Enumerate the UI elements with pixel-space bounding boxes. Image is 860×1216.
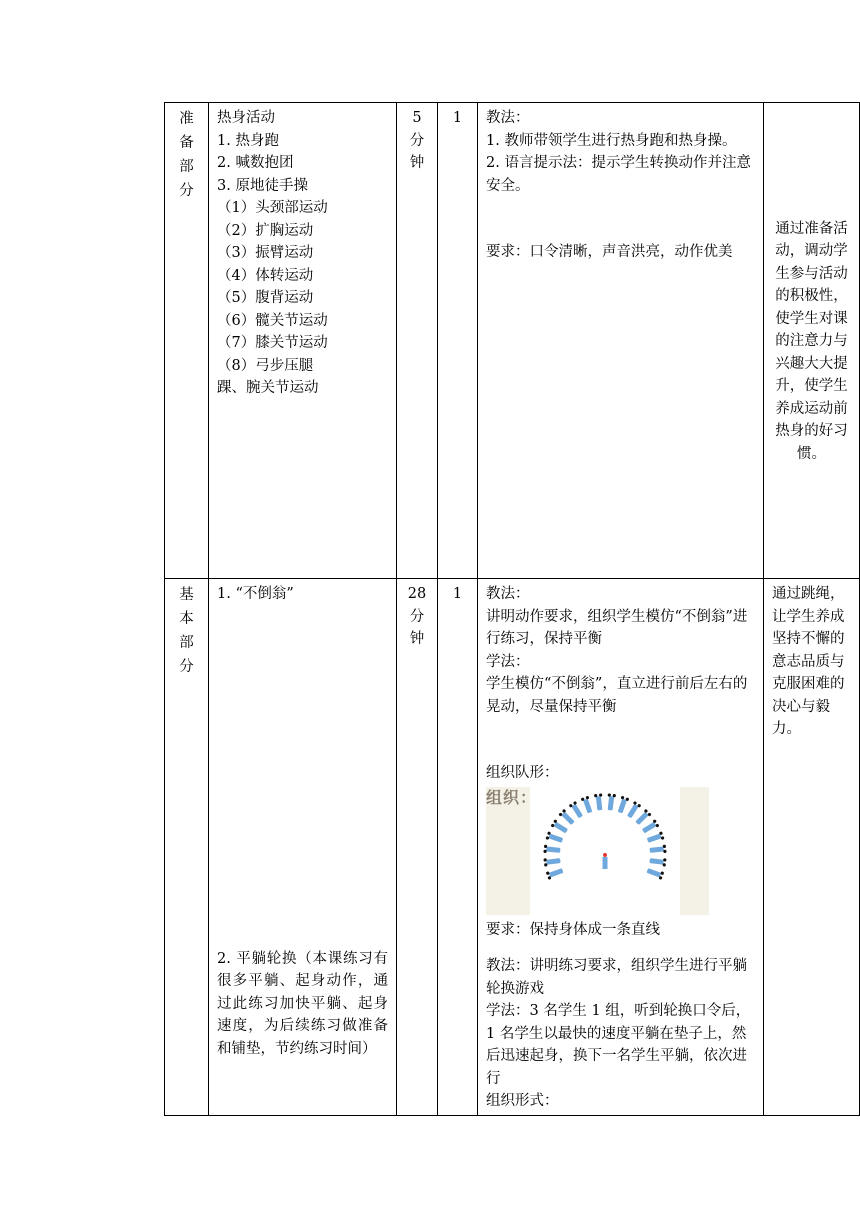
prep-method-line: 2. 语言提示法：提示学生转换动作并注意安全。 [486, 155, 751, 194]
basic-method-line: 教法： [486, 586, 530, 602]
student-marker [646, 866, 664, 879]
prep-method-line: 教法： [486, 110, 530, 126]
formation-label: 组织队形： [486, 765, 559, 781]
prep-content-line: （6）髋关节运动 [217, 312, 328, 329]
student-marker [543, 856, 560, 866]
student-marker [558, 808, 576, 826]
student-marker [543, 844, 560, 854]
student-marker [606, 793, 616, 810]
prep-content-line: 热身活动 [217, 110, 275, 126]
basic-purpose-note: 通过跳绳，让学生养成坚持不懈的意志品质与克服困难的决心与毅力。 [764, 579, 860, 1116]
basic-count-cell: 1 [438, 579, 478, 1116]
basic-method-cell [478, 579, 764, 1116]
prep-content-line: （4）体转运动 [217, 267, 314, 284]
teacher-marker [603, 853, 608, 869]
student-marker [581, 795, 594, 813]
student-marker [569, 800, 585, 818]
basic-section-cell: 基 本 部 分 [165, 579, 209, 1116]
prep-requirement: 要求：口令清晰，声音洪亮，动作优美 [486, 244, 733, 260]
student-marker [634, 808, 652, 826]
lesson-plan-table [164, 102, 860, 1116]
prep-count-cell: 1 [438, 103, 478, 579]
prep-content-line: 3. 原地徒手操 [217, 177, 308, 194]
basic-item-1: 1. “不倒翁” [217, 586, 294, 602]
prep-content-line: 踝、腕关节运动 [217, 380, 319, 396]
prep-content-line: 1. 热身跑 [217, 132, 279, 149]
prep-content-line: 2. 喊数抱团 [217, 155, 294, 171]
basic-method2-line: 组织形式： [486, 1093, 559, 1109]
basic-method2-line: 学法：3 名学生 1 组，听到轮换口令后，1 名学生以最快的速度平躺在垫子上，然后迅速起身，换下一名学生平躺，依次进行 [486, 1003, 751, 1087]
basic-method-line: 讲明动作要求，组织学生模仿“不倒翁”进行练习，保持平衡 [486, 608, 748, 647]
prep-content-line: （5）腹背运动 [217, 290, 314, 306]
prep-content-line: （3）振臂运动 [217, 245, 314, 261]
basic-time-cell: 28 分 钟 [397, 579, 438, 1116]
basic-requirement: 要求：保持身体成一条直线 [486, 921, 660, 938]
student-marker [649, 856, 666, 866]
student-marker [550, 819, 568, 835]
student-marker [641, 819, 659, 835]
student-marker [546, 866, 564, 879]
student-marker [545, 831, 563, 844]
basic-content-cell [209, 579, 397, 1116]
basic-row [165, 579, 860, 1116]
student-marker [646, 831, 664, 844]
basic-item-2: 2. 平躺轮换（本课练习有很多平躺、起身动作，通过此练习加快平躺、起身速度，为后续练习做准备和铺垫，节约练习时间） [217, 950, 388, 1057]
student-marker [594, 793, 604, 810]
prep-method-cell [478, 103, 764, 579]
student-marker [616, 795, 629, 813]
prep-content-line: （8）弓步压腿 [217, 357, 314, 374]
basic-method-line: 学法： [486, 653, 530, 670]
prep-content-cell [209, 103, 397, 579]
prep-content-line: （7）膝关节运动 [217, 335, 328, 351]
prep-purpose-note: 通过准备活动，调动学生参与活动的积极性，使学生对课的注意力与兴趣大大提升，使学生养成运动前热身的好习惯。 [764, 103, 860, 579]
circle-formation-diagram [486, 787, 709, 915]
prep-content-line: （1）头颈部运动 [217, 200, 328, 216]
student-marker [649, 844, 666, 854]
prep-time-cell: 5 分 钟 [397, 103, 438, 579]
figure-label: 组织： [486, 787, 538, 807]
prep-row [165, 103, 860, 579]
student-marker [626, 800, 642, 818]
prep-method-line: 1. 教师带领学生进行热身跑和热身操。 [486, 132, 737, 149]
basic-method-line: 学生模仿“不倒翁”，直立进行前后左右的晃动，尽量保持平衡 [486, 676, 748, 715]
prep-section-cell: 准 备 部 分 [165, 103, 209, 579]
prep-content-line: （2）扩胸运动 [217, 222, 314, 239]
formation-figure [486, 787, 709, 915]
basic-method2-line: 教法：讲明练习要求，组织学生进行平躺轮换游戏 [486, 958, 747, 997]
